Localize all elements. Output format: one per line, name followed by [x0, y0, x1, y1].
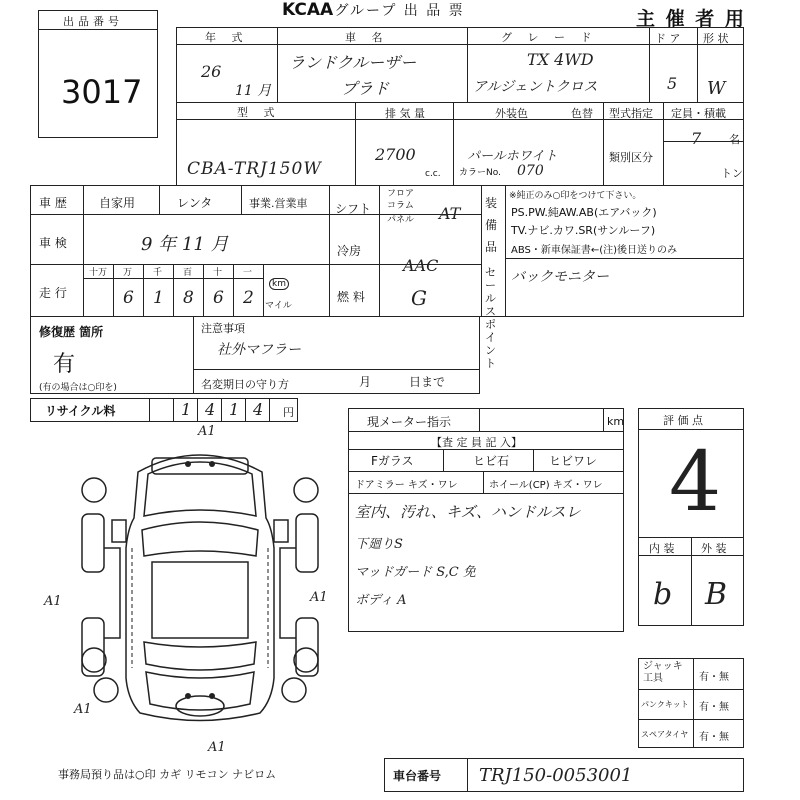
grade-line1: TX 4WD: [527, 50, 594, 69]
meter-box: [348, 408, 624, 632]
spare-label: スペアタイヤ: [641, 730, 689, 739]
doors-value: 5: [667, 74, 678, 93]
jack-value: 有・無: [699, 672, 729, 683]
form-title: .グループ 出 品 票: [328, 3, 465, 19]
equip-label: 装備品: [485, 196, 498, 254]
score-label: 評 価 点: [663, 414, 703, 427]
lot-label: 出品番号: [63, 15, 123, 28]
doors-header: ド ア: [655, 32, 681, 45]
repair-note: (有の場合は○印を): [39, 383, 117, 393]
ac-label: 冷房: [337, 244, 362, 258]
grade-line2: アルジェントクロス: [473, 79, 598, 95]
sales-value: バックモニター: [511, 269, 609, 285]
puncture-value: 有・無: [699, 702, 729, 713]
damage-mark-right: A1: [310, 590, 328, 605]
shift-label: シフト: [335, 202, 372, 216]
mileage-unit: 万: [123, 268, 133, 278]
organizer-label: 主 催 者 用: [636, 8, 746, 30]
type-cert-header: 型式指定: [609, 107, 653, 120]
mileage-digit: 1: [153, 288, 164, 308]
body-value: W: [707, 78, 726, 99]
damage-mark-rear-left: A1: [74, 702, 92, 717]
shift-floor: フロア: [387, 189, 415, 199]
capacity-unit: 名: [729, 133, 740, 146]
remark-1: 室内、汚れ、キズ、ハンドルスレ: [355, 503, 581, 521]
chassis-box: [384, 758, 744, 792]
lot-box: [38, 10, 158, 138]
notes-value: 社外マフラー: [217, 342, 301, 358]
fuel-value: G: [411, 286, 427, 310]
lot-number: 3017: [61, 73, 143, 111]
disp-unit: c.c.: [425, 169, 441, 179]
inspector-label: 【査 定 員 記 入】: [431, 436, 522, 449]
recycle-digit: 1: [229, 400, 240, 419]
year-header: 年 式: [205, 31, 249, 44]
mileage-grid: [83, 264, 263, 316]
mileage-unit: 千: [153, 268, 163, 278]
spare-value: 有・無: [699, 732, 729, 743]
disp-header: 排 気 量: [385, 107, 425, 120]
damage-mark-front: A1: [198, 424, 216, 439]
meter-label: 現メーター指示: [367, 415, 452, 429]
interior-value: b: [653, 577, 673, 612]
color-header: 外装色: [495, 107, 528, 120]
capacity-value: 7: [691, 129, 702, 148]
class-label: 類別区分: [609, 151, 653, 164]
car-diagram: [60, 428, 340, 758]
mileage-unit: 十万: [89, 268, 108, 278]
equip-line1: PS.PW.純AW.AB(エアバック): [511, 206, 657, 219]
ton-unit: トン: [721, 167, 743, 180]
disp-value: 2700: [375, 145, 416, 164]
jack-label: ジャッキ工具: [643, 661, 683, 684]
fuel-label: 燃 料: [337, 290, 365, 304]
inspection-label: 車 検: [39, 236, 67, 250]
date-label: 名変期日の守り方: [201, 378, 289, 391]
color-change-header: 色替: [571, 107, 593, 120]
capacity-header: 定員・積載: [671, 107, 726, 120]
name-line1: ランドクルーザー: [289, 53, 417, 72]
chassis-label: 車台番号: [393, 769, 442, 783]
rental-label: レンタ: [177, 196, 213, 210]
recycle-box: [30, 398, 298, 422]
mileage-unit: 百: [183, 268, 193, 278]
business-label: 事業.営業車: [249, 197, 308, 210]
mile-label: マイル: [265, 301, 292, 311]
color-no-label: カラーNo.: [459, 168, 501, 178]
history-label: 車 歴: [39, 196, 67, 210]
recycle-digit: 1: [181, 400, 192, 419]
recycle-digit: 4: [253, 400, 264, 419]
notes-label: 注意事項: [201, 322, 245, 335]
damage-mark-left: A1: [44, 594, 62, 609]
exterior-value: B: [705, 577, 728, 612]
inspection-value: 9 年 11 月: [141, 234, 229, 255]
sales-label: セールスポイント: [485, 266, 496, 370]
puncture-label: パンクキット: [641, 700, 689, 709]
date-day: 日まで: [409, 375, 446, 389]
grade-header: グ レ ー ド: [501, 31, 598, 44]
recycle-unit: 円: [283, 406, 294, 419]
recycle-digit: 4: [205, 400, 216, 419]
month-value: 11 月: [235, 83, 272, 99]
private-label: 自家用: [99, 196, 136, 210]
km-label: km: [269, 278, 289, 290]
tools-box: [638, 658, 744, 748]
recycle-label: リサイクル料: [45, 404, 116, 418]
damage-mark-rear: A1: [208, 740, 226, 755]
mileage-unit: 一: [243, 268, 253, 278]
row-repair: [30, 316, 480, 394]
name-header: 車 名: [345, 31, 389, 44]
shift-panel: パネル: [387, 215, 415, 225]
chassis-value: TRJ150-0053001: [479, 765, 633, 786]
year-value: 26: [201, 62, 222, 81]
meter-unit: km: [607, 415, 625, 428]
model-header: 型 式: [237, 106, 281, 119]
equip-line3: ABS・新車保証書←(注)後日送りのみ: [511, 245, 678, 256]
glass-label: Fガラス: [371, 454, 414, 468]
mileage-digit: 2: [243, 288, 254, 308]
logo: KCAA: [282, 0, 334, 20]
row-model: [176, 102, 744, 186]
score-value: 4: [669, 435, 722, 530]
body-header: 形 状: [703, 32, 729, 45]
office-note: 事務局預り品は○印 カギ リモコン ナビロム: [58, 768, 277, 781]
exterior-label: 外 装: [701, 542, 727, 555]
mileage-unit: 十: [213, 268, 223, 278]
mileage-digit: 6: [213, 288, 224, 308]
remark-3: マッドガード S,C 免: [355, 565, 476, 580]
crack-label: ヒビワレ: [549, 454, 598, 468]
mileage-digit: 6: [123, 288, 134, 308]
repair-value: 有: [53, 352, 76, 377]
color-no-value: 070: [517, 163, 544, 179]
row-vehicle: [176, 27, 744, 103]
repair-label: 修復歴 箇所: [39, 325, 104, 339]
equip-note: ※純正のみ○印をつけて下さい。: [509, 191, 642, 201]
remark-4: ボディ A: [355, 593, 407, 608]
shift-column: コラム: [387, 201, 414, 211]
wheel-label: ホイール(CP) キズ・ワレ: [489, 480, 603, 491]
ac-value: AAC: [403, 256, 439, 275]
color-value: パールホワイト: [467, 149, 558, 164]
mileage-digit: 8: [183, 288, 194, 308]
mileage-label: 走 行: [39, 286, 67, 300]
interior-label: 内 装: [649, 542, 675, 555]
model-value: CBA-TRJ150W: [187, 159, 322, 179]
equip-line2: TV.ナビ.カワ.SR(サンルーフ): [511, 224, 656, 237]
chip-label: ヒビ石: [473, 454, 510, 468]
date-month: 月: [359, 375, 372, 389]
score-box: [638, 408, 744, 626]
name-line2: プラド: [341, 79, 390, 98]
remark-2: 下廻りS: [355, 537, 403, 552]
shift-value: AT: [439, 204, 461, 223]
mirror-label: ドアミラー キズ・ワレ: [355, 480, 458, 491]
